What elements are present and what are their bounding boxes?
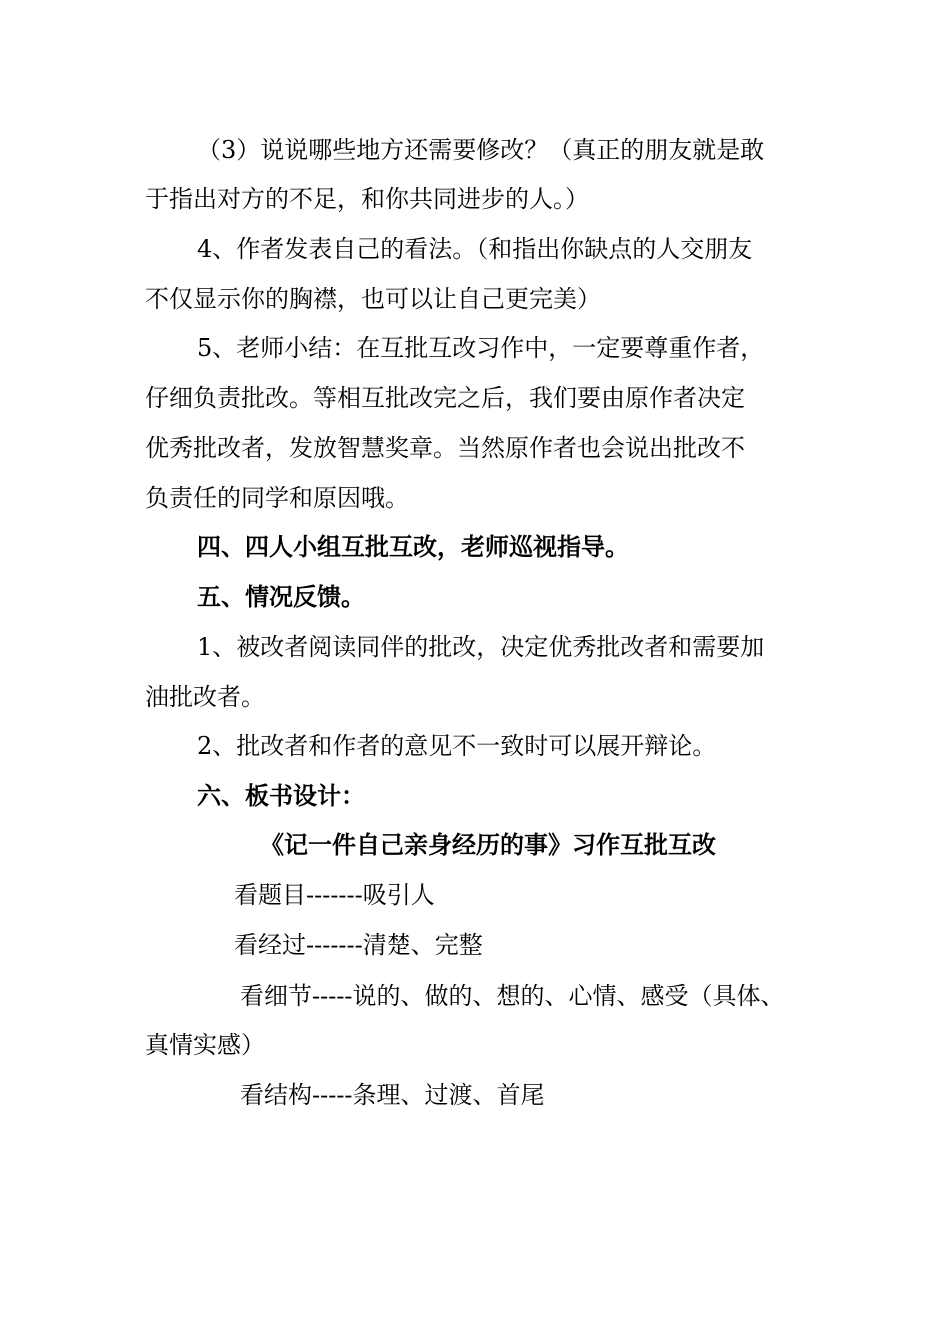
section-heading-6: 六、板书设计： [197,781,365,810]
paragraph-line: 仔细负责批改。等相互批改完之后，我们要由原作者决定 [145,384,745,412]
section-heading-4: 四、四人小组互批互改，老师巡视指导。 [197,532,629,561]
paragraph-line: 2、批改者和作者的意见不一致时可以展开辩论。 [197,732,717,760]
board-row: 看经过-------清楚、完整 [234,931,483,959]
paragraph-line: 1、被改者阅读同伴的批改，决定优秀批改者和需要加 [197,633,765,661]
paragraph-line: 5、老师小结：在互批互改习作中，一定要尊重作者， [197,334,765,362]
board-row: 看结构-----条理、过渡、首尾 [240,1081,545,1109]
paragraph-line: 优秀批改者，发放智慧奖章。当然原作者也会说出批改不 [145,434,745,462]
paragraph-line: 4、作者发表自己的看法。（和指出你缺点的人交朋友 [197,235,753,263]
board-row: 看题目-------吸引人 [234,881,435,909]
paragraph-line: （3）说说哪些地方还需要修改？（真正的朋友就是敢 [197,136,765,164]
paragraph-line: 不仅显示你的胸襟，也可以让自己更完美） [145,285,601,313]
board-row: 真情实感） [145,1031,265,1059]
board-row: 看细节-----说的、做的、想的、心情、感受（具体、 [240,982,785,1010]
paragraph-line: 油批改者。 [145,683,265,711]
board-design-title: 《记一件自己亲身经历的事》习作互批互改 [260,830,716,859]
paragraph-line: 负责任的同学和原因哦。 [145,484,409,512]
section-heading-5: 五、情况反馈。 [197,582,365,611]
paragraph-line: 于指出对方的不足，和你共同进步的人。） [145,185,589,213]
